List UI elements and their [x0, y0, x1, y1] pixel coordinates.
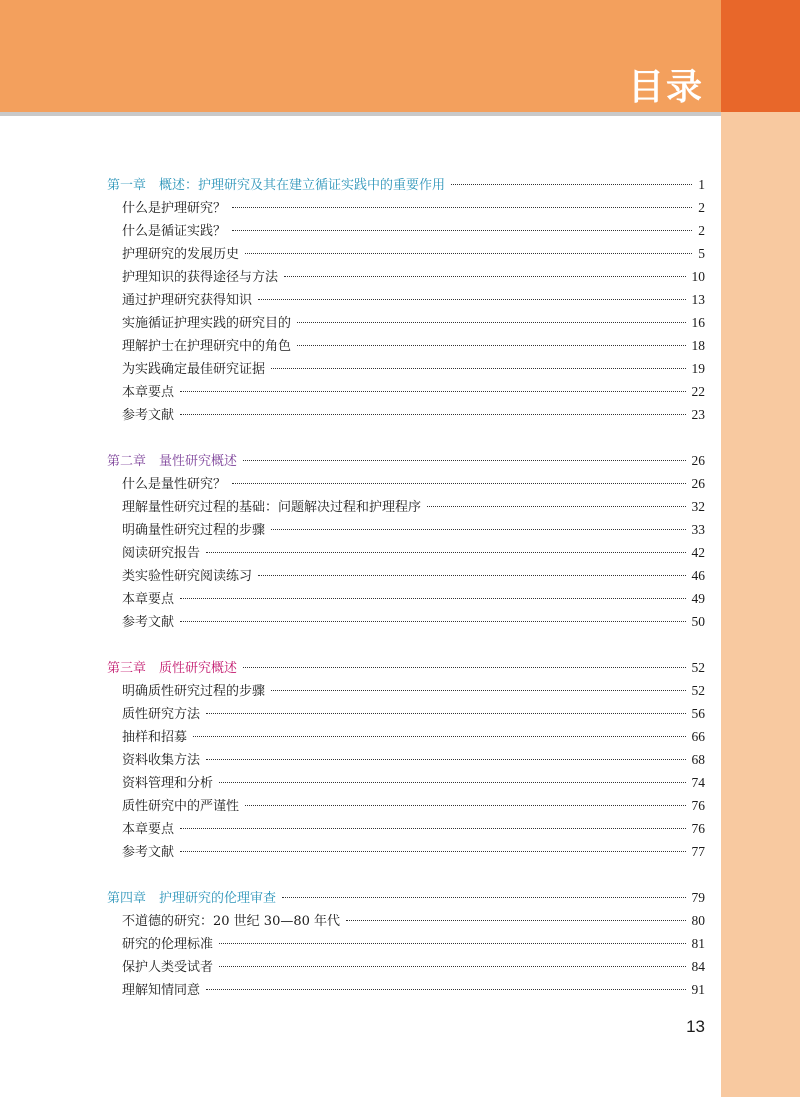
toc-item[interactable]	[122, 773, 705, 793]
page-ref: 74	[691, 775, 705, 790]
toc-item[interactable]	[122, 244, 705, 264]
dot-leader	[271, 368, 685, 369]
chapter-title: 第一章 概述：护理研究及其在建立循证实践中的重要作用	[107, 178, 446, 193]
dot-leader	[245, 253, 692, 254]
toc-item[interactable]	[122, 566, 705, 586]
toc-chapter-2[interactable]	[107, 451, 705, 471]
chapter-title: 第四章 护理研究的伦理审查	[107, 891, 277, 906]
item-label: 护理研究的发展历史	[122, 247, 240, 262]
toc-item[interactable]	[122, 267, 705, 287]
item-label: 什么是护理研究？	[122, 201, 227, 216]
dot-leader	[232, 483, 685, 484]
page-ref: 77	[691, 844, 705, 859]
dot-leader	[219, 782, 685, 783]
page-ref: 52	[691, 660, 705, 675]
item-label: 理解量性研究过程的基础：问题解决过程和护理程序	[122, 500, 422, 515]
page-ref: 52	[691, 683, 705, 698]
page-ref: 16	[691, 315, 705, 330]
toc-item[interactable]	[122, 704, 705, 724]
toc-item[interactable]	[122, 520, 705, 540]
page-ref: 42	[691, 545, 705, 560]
page-ref: 10	[691, 269, 705, 284]
dot-leader	[284, 276, 685, 277]
item-label: 资料收集方法	[122, 753, 201, 768]
item-label: 实施循证护理实践的研究目的	[122, 316, 292, 331]
toc-item[interactable]	[122, 957, 705, 977]
item-label: 明确量性研究过程的步骤	[122, 523, 266, 538]
toc-item[interactable]	[122, 911, 705, 931]
page-ref: 76	[691, 821, 705, 836]
page-ref: 26	[691, 476, 705, 491]
page-ref: 68	[691, 752, 705, 767]
chapter-title: 第三章 质性研究概述	[107, 661, 238, 676]
toc-item[interactable]	[122, 589, 705, 609]
dot-leader	[271, 690, 685, 691]
page-ref: 2	[698, 223, 705, 238]
item-label: 护理知识的获得途径与方法	[122, 270, 279, 285]
item-label: 参考文献	[122, 615, 175, 630]
item-label: 抽样和招募	[122, 730, 188, 745]
dot-leader	[282, 897, 685, 898]
dot-leader	[219, 966, 685, 967]
dot-leader	[180, 828, 685, 829]
page-ref: 50	[691, 614, 705, 629]
page-ref: 18	[691, 338, 705, 353]
toc-item[interactable]	[122, 819, 705, 839]
dot-leader	[206, 713, 685, 714]
dot-leader	[243, 667, 685, 668]
dot-leader	[180, 414, 685, 415]
toc-item[interactable]	[122, 750, 705, 770]
dot-leader	[232, 207, 692, 208]
page-ref: 81	[691, 936, 705, 951]
dot-leader	[180, 598, 685, 599]
dot-leader	[297, 322, 685, 323]
item-label: 什么是量性研究？	[122, 477, 227, 492]
dot-leader	[180, 391, 685, 392]
toc-item[interactable]	[122, 842, 705, 862]
dot-leader	[232, 230, 692, 231]
page-ref: 80	[691, 913, 705, 928]
item-label: 为实践确定最佳研究证据	[122, 362, 266, 377]
toc-item[interactable]	[122, 474, 705, 494]
dot-leader	[180, 621, 685, 622]
dot-leader	[180, 851, 685, 852]
dot-leader	[206, 989, 685, 990]
page-number: 13	[686, 1017, 705, 1036]
dot-leader	[245, 805, 685, 806]
item-label: 理解护士在护理研究中的角色	[122, 339, 292, 354]
item-label: 明确质性研究过程的步骤	[122, 684, 266, 699]
page-ref: 26	[691, 453, 705, 468]
toc-item[interactable]	[122, 681, 705, 701]
dot-leader	[346, 920, 685, 921]
dot-leader	[271, 529, 685, 530]
page-ref: 49	[691, 591, 705, 606]
toc-item[interactable]	[122, 796, 705, 816]
page-ref: 56	[691, 706, 705, 721]
page-ref: 66	[691, 729, 705, 744]
page-ref: 23	[691, 407, 705, 422]
item-label: 研究的伦理标准	[122, 937, 214, 952]
item-label: 不道德的研究：20 世纪 30—80 年代	[122, 914, 341, 929]
item-label: 本章要点	[122, 822, 175, 837]
dot-leader	[451, 184, 692, 185]
toc-item[interactable]	[122, 934, 705, 954]
dot-leader	[258, 575, 685, 576]
item-label: 质性研究方法	[122, 707, 201, 722]
item-label: 参考文献	[122, 845, 175, 860]
page-ref: 84	[691, 959, 705, 974]
page-ref: 13	[691, 292, 705, 307]
dot-leader	[427, 506, 685, 507]
item-label: 本章要点	[122, 385, 175, 400]
toc-chapter-1[interactable]	[107, 175, 705, 195]
page-ref: 79	[691, 890, 705, 905]
toc-item[interactable]	[122, 221, 705, 241]
page-ref: 22	[691, 384, 705, 399]
toc-item[interactable]	[122, 382, 705, 402]
dot-leader	[193, 736, 685, 737]
toc-item[interactable]	[122, 405, 705, 425]
item-label: 本章要点	[122, 592, 175, 607]
toc-item[interactable]	[122, 612, 705, 632]
page-ref: 33	[691, 522, 705, 537]
toc-chapter-4[interactable]	[107, 888, 705, 908]
item-label: 资料管理和分析	[122, 776, 214, 791]
item-label: 类实验性研究阅读练习	[122, 569, 253, 584]
item-label: 通过护理研究获得知识	[122, 293, 253, 308]
toc-item[interactable]	[122, 336, 705, 356]
item-label: 质性研究中的严谨性	[122, 799, 240, 814]
page-ref: 2	[698, 200, 705, 215]
toc-item[interactable]	[122, 497, 705, 517]
page-ref: 19	[691, 361, 705, 376]
toc-item[interactable]	[122, 290, 705, 310]
toc-item[interactable]	[122, 359, 705, 379]
dot-leader	[206, 759, 685, 760]
page-ref: 91	[691, 982, 705, 997]
item-label: 理解知情同意	[122, 983, 201, 998]
toc-chapter-3[interactable]	[107, 658, 705, 678]
dot-leader	[219, 943, 685, 944]
page-ref: 46	[691, 568, 705, 583]
toc-item[interactable]	[122, 313, 705, 333]
item-label: 保护人类受试者	[122, 960, 214, 975]
page-ref: 1	[698, 177, 705, 192]
item-label: 什么是循证实践？	[122, 224, 227, 239]
page-ref: 76	[691, 798, 705, 813]
toc-item[interactable]	[122, 980, 705, 1000]
page-ref: 32	[691, 499, 705, 514]
dot-leader	[206, 552, 685, 553]
chapter-title: 第二章 量性研究概述	[107, 454, 238, 469]
dot-leader	[297, 345, 685, 346]
item-label: 参考文献	[122, 408, 175, 423]
toc-item[interactable]	[122, 198, 705, 218]
toc-item[interactable]	[122, 727, 705, 747]
page-ref: 5	[698, 246, 705, 261]
toc-item[interactable]	[122, 543, 705, 563]
page-title: 目录	[627, 67, 704, 108]
dot-leader	[243, 460, 685, 461]
item-label: 阅读研究报告	[122, 546, 201, 561]
dot-leader	[258, 299, 685, 300]
